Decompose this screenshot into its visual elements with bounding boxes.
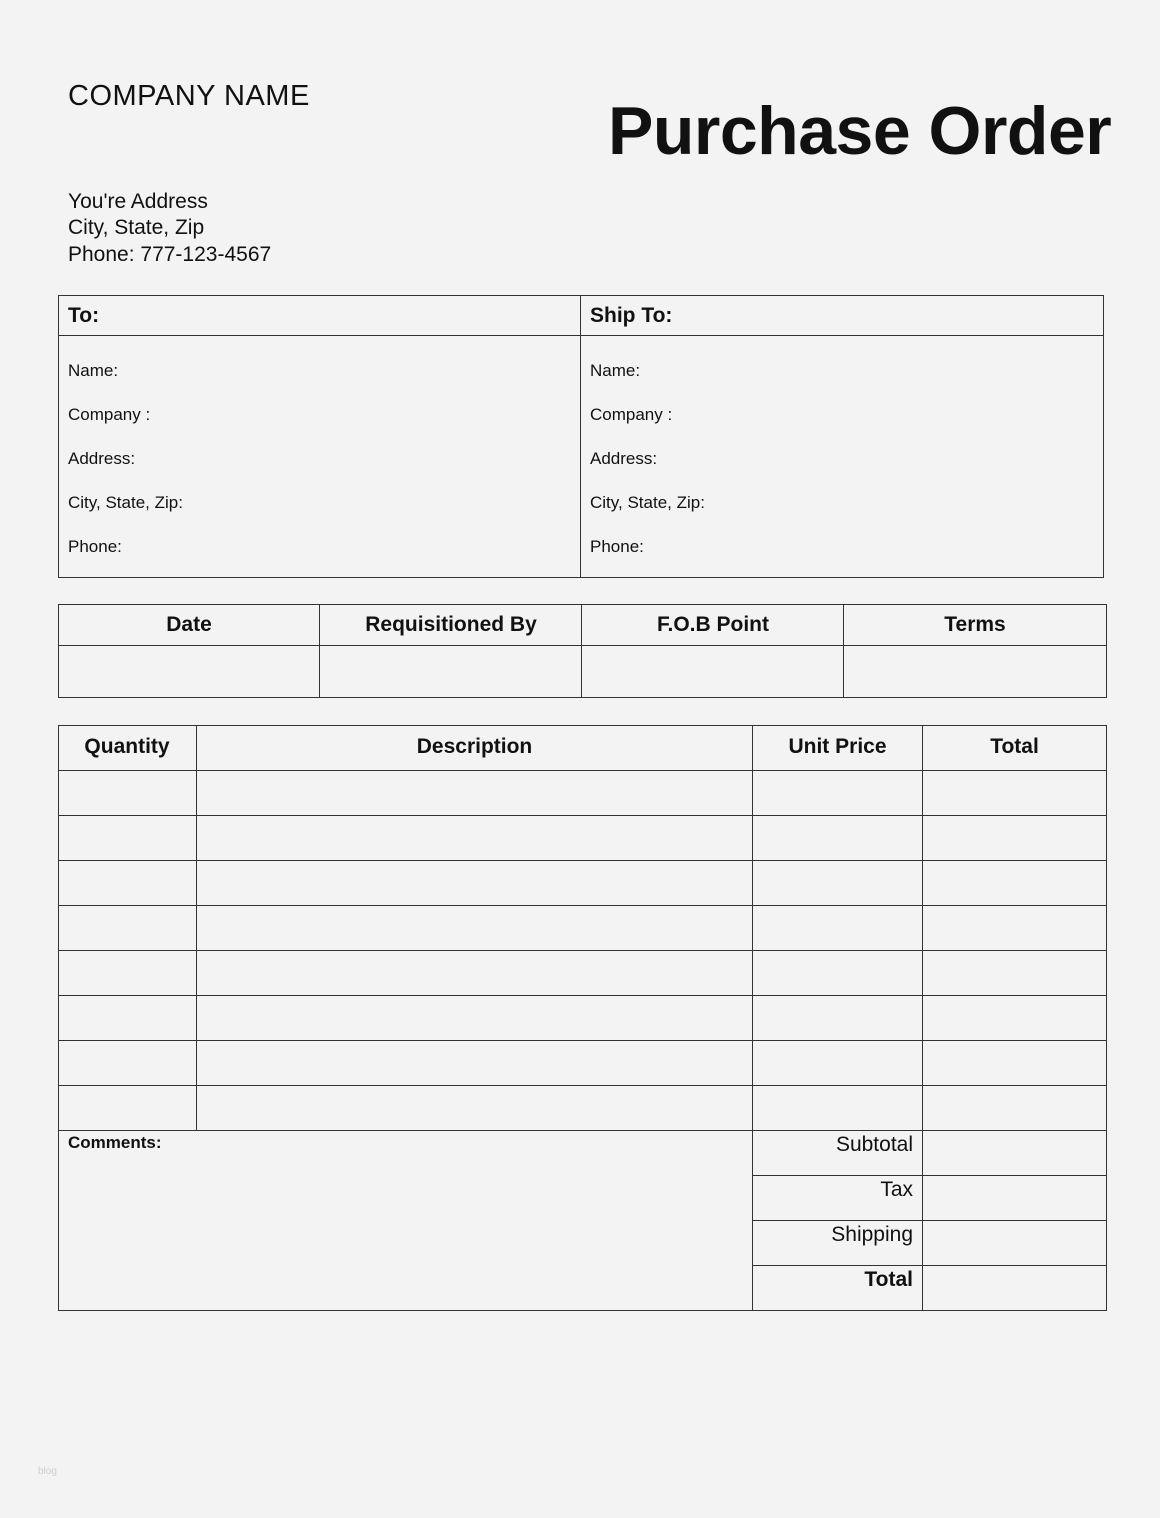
ship-phone-field[interactable]: Phone: <box>590 537 644 556</box>
page-title: Purchase Order <box>608 93 1112 169</box>
table-row[interactable] <box>58 770 1107 771</box>
items-table <box>58 725 1107 1311</box>
summary-row-line <box>752 1265 1107 1266</box>
company-phone: Phone: 777-123-4567 <box>68 243 272 266</box>
items-col-divider <box>752 725 753 1311</box>
company-address: You're Address <box>68 190 208 213</box>
to-title: To: <box>68 304 100 327</box>
shipping-label: Shipping <box>831 1223 913 1246</box>
address-box-divider <box>58 335 1104 336</box>
watermark: blog <box>38 1466 57 1477</box>
to-name-field[interactable]: Name: <box>68 361 119 380</box>
address-box-split <box>580 295 581 578</box>
to-phone-field[interactable]: Phone: <box>68 537 122 556</box>
terms-header: Terms <box>944 613 1006 636</box>
grand-total-label: Total <box>864 1268 913 1291</box>
table-row[interactable] <box>58 860 1107 861</box>
to-address-field[interactable]: Address: <box>68 449 136 468</box>
ship-city-field[interactable]: City, State, Zip: <box>590 493 705 512</box>
info-table-header-line <box>58 645 1107 646</box>
ship-name-field[interactable]: Name: <box>590 361 641 380</box>
subtotal-label: Subtotal <box>835 1133 913 1156</box>
table-row[interactable] <box>58 1085 1107 1086</box>
table-row[interactable] <box>58 995 1107 996</box>
requisitioned-by-header: Requisitioned By <box>365 613 537 636</box>
table-row[interactable] <box>58 815 1107 816</box>
table-row[interactable] <box>58 1040 1107 1041</box>
to-city-field[interactable]: City, State, Zip: <box>68 493 183 512</box>
date-header: Date <box>166 613 212 636</box>
summary-row-line <box>752 1220 1107 1221</box>
fob-point-header: F.O.B Point <box>657 613 769 636</box>
items-col-divider <box>922 725 923 1311</box>
table-row[interactable] <box>58 950 1107 951</box>
table-row[interactable] <box>58 905 1107 906</box>
total-header: Total <box>990 735 1039 758</box>
address-box <box>58 295 1104 578</box>
table-row[interactable] <box>58 1130 1107 1131</box>
quantity-header: Quantity <box>84 735 170 758</box>
ship-to-title: Ship To: <box>590 304 673 327</box>
description-header: Description <box>416 735 533 758</box>
ship-company-field[interactable]: Company : <box>590 405 673 424</box>
comments-label: Comments: <box>68 1133 162 1152</box>
to-company-field[interactable]: Company : <box>68 405 151 424</box>
unit-price-header: Unit Price <box>788 735 887 758</box>
summary-row-line <box>752 1175 1107 1176</box>
items-col-divider <box>196 725 197 1131</box>
company-name: COMPANY NAME <box>68 80 310 112</box>
ship-address-field[interactable]: Address: <box>590 449 658 468</box>
company-city-state-zip: City, State, Zip <box>68 216 205 239</box>
tax-label: Tax <box>880 1178 913 1201</box>
